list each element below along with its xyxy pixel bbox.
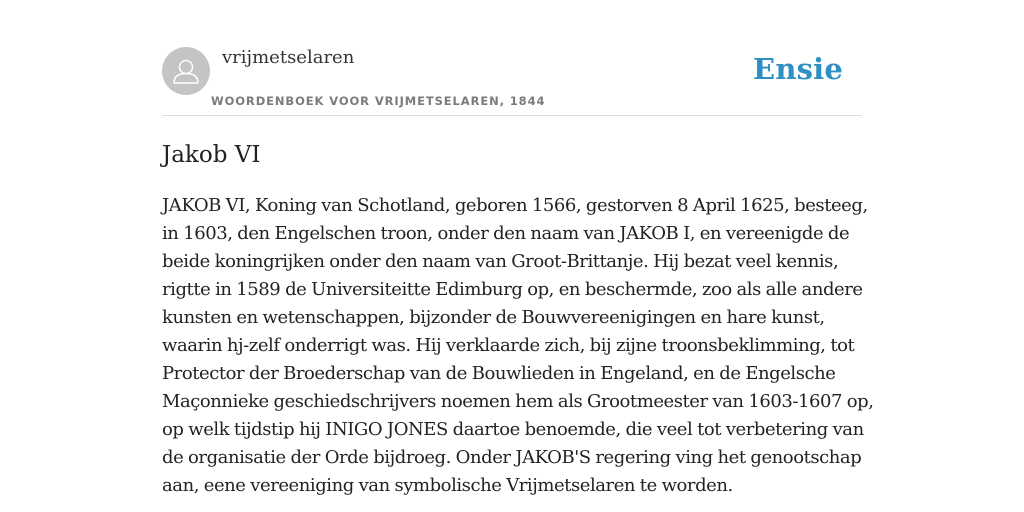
body-line: op welk tijdstip hij INIGO JONES daartoe benoemde, die veel tot verbetering van [162, 419, 864, 440]
body-line: JAKOB VI, Koning van Schotland, geboren 1566, gestorven 8 April 1625, besteeg, [162, 195, 868, 216]
body-line: rigtte in 1589 de Universiteitte Edimburg op, en beschermde, zoo als alle andere [162, 279, 863, 300]
user-silhouette-icon [162, 47, 210, 95]
source-label[interactable]: WOORDENBOEK VOOR VRIJMETSELAREN, 1844 [211, 94, 546, 108]
author-name[interactable]: vrijmetselaren [222, 47, 355, 68]
page-title: Jakob VI [162, 142, 261, 168]
body-line: beide koningrijken onder den naam van Groot-Brittanje. Hij bezat veel kennis, [162, 251, 839, 272]
article-body [162, 192, 874, 500]
avatar[interactable] [162, 47, 210, 95]
body-line: in 1603, den Engelschen troon, onder den naam van JAKOB I, en vereenigde de [162, 223, 850, 244]
body-line: Maçonnieke geschiedschrijvers noemen hem als Grootmeester van 1603-1607 op, [162, 391, 874, 412]
body-line: Protector der Broederschap van de Bouwlieden in Engeland, en de Engelsche [162, 363, 836, 384]
body-line: waarin hj-zelf onderrigt was. Hij verklaarde zich, bij zijne troonsbeklimming, tot [162, 335, 855, 356]
brand-logo[interactable]: Ensie [753, 52, 843, 86]
body-line: aan, eene vereeniging van symbolische Vrijmetselaren te worden. [162, 475, 733, 496]
body-line: kunsten en wetenschappen, bijzonder de Bouwvereenigingen en hare kunst, [162, 307, 825, 328]
divider [162, 115, 862, 116]
body-line: de organisatie der Orde bijdroeg. Onder JAKOB'S regering ving het genootschap [162, 447, 862, 468]
